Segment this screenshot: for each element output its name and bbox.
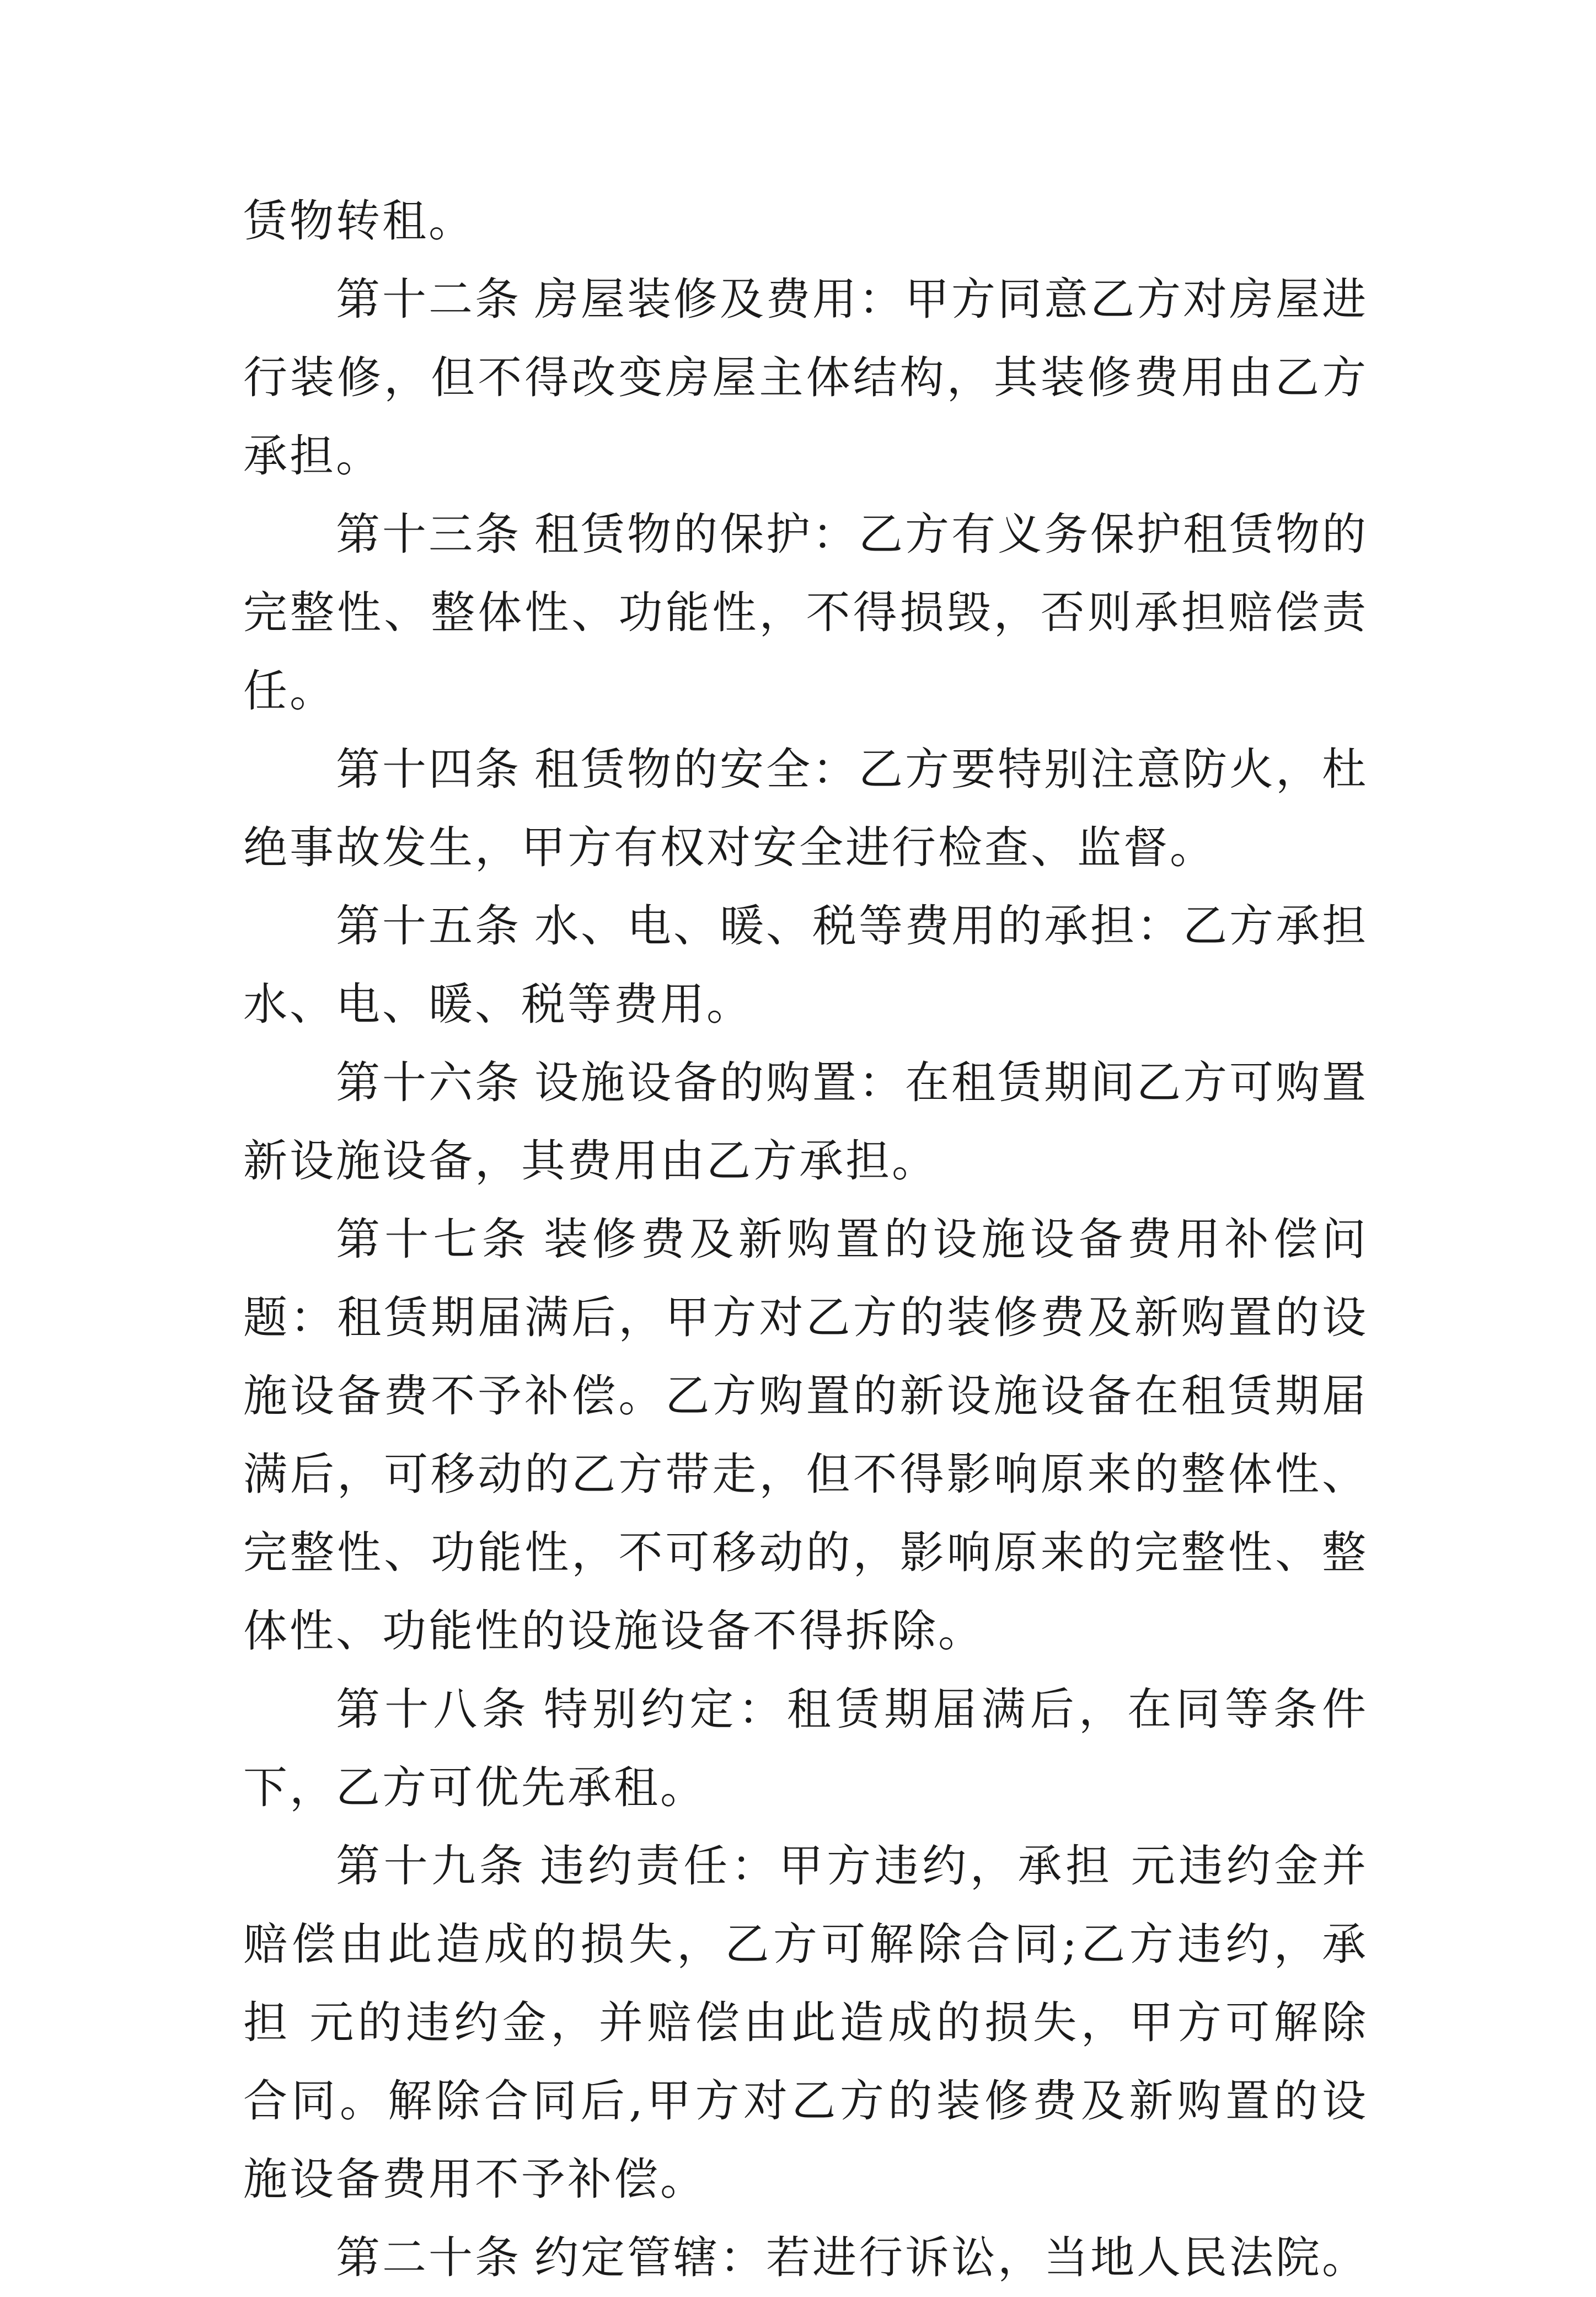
article-title: 第十四条 (336, 744, 521, 795)
article-body: 违约责任：甲方违约，承担 元违约金并赔偿由此造成的损失，乙方可解除合同;乙方违约，承担 元的违约金，并赔偿由此造成的损失，甲方可解除合同。解除合同后,甲方对乙方的装修费及新购置的设施设备费用不予补偿。 (243, 1840, 1369, 2205)
continuation-paragraph (243, 182, 1368, 260)
article-title: 第十七条 (336, 1214, 531, 1265)
article-17 (243, 1200, 1368, 1670)
article-14 (243, 730, 1368, 887)
article-title: 第十九条 (336, 1840, 527, 1892)
article-title: 第十六条 (336, 1057, 521, 1108)
article-body: 水、电、暖、税等费用的承担：乙方承担水、电、暖、税等费用。 (243, 900, 1368, 1030)
article-12 (243, 260, 1368, 495)
article-15 (243, 887, 1368, 1044)
article-body: 特别约定：租赁期届满后，在同等条件下，乙方可优先承租。 (243, 1684, 1369, 1813)
article-body: 约定管辖：若进行诉讼，当地人民法院。 (534, 2232, 1368, 2283)
article-19 (243, 1827, 1368, 2219)
article-13 (243, 495, 1368, 730)
article-body: 装修费及新购置的设施设备费用补偿问题：租赁期届满后，甲方对乙方的装修费及新购置的设施设备费不予补偿。乙方购置的新设施设备在租赁期届满后，可移动的乙方带走，但不得影响原来的整体性、完整性、功能性，不可移动的，影响原来的完整性、整体性、功能性的设施设备不得拆除。 (243, 1214, 1369, 1657)
document-body (243, 182, 1368, 2297)
article-body: 设施设备的购置：在租赁期间乙方可购置新设施设备，其费用由乙方承担。 (243, 1057, 1368, 1187)
article-title: 第二十条 (336, 2232, 521, 2283)
article-title: 第十三条 (336, 509, 521, 560)
article-title: 第十五条 (336, 900, 521, 952)
article-16 (243, 1044, 1368, 1200)
article-body: 租赁物的保护：乙方有义务保护租赁物的完整性、整体性、功能性，不得损毁，否则承担赔偿责任。 (243, 509, 1368, 717)
article-18 (243, 1670, 1368, 1827)
article-20 (243, 2219, 1368, 2297)
article-title: 第十八条 (336, 1684, 531, 1735)
continuation-text: 赁物转租。 (243, 195, 475, 247)
article-body: 租赁物的安全：乙方要特别注意防火，杜绝事故发生，甲方有权对安全进行检查、监督。 (243, 744, 1368, 873)
article-body: 房屋装修及费用：甲方同意乙方对房屋进行装修，但不得改变房屋主体结构，其装修费用由乙方承担。 (243, 274, 1368, 482)
article-title: 第十二条 (336, 274, 521, 325)
